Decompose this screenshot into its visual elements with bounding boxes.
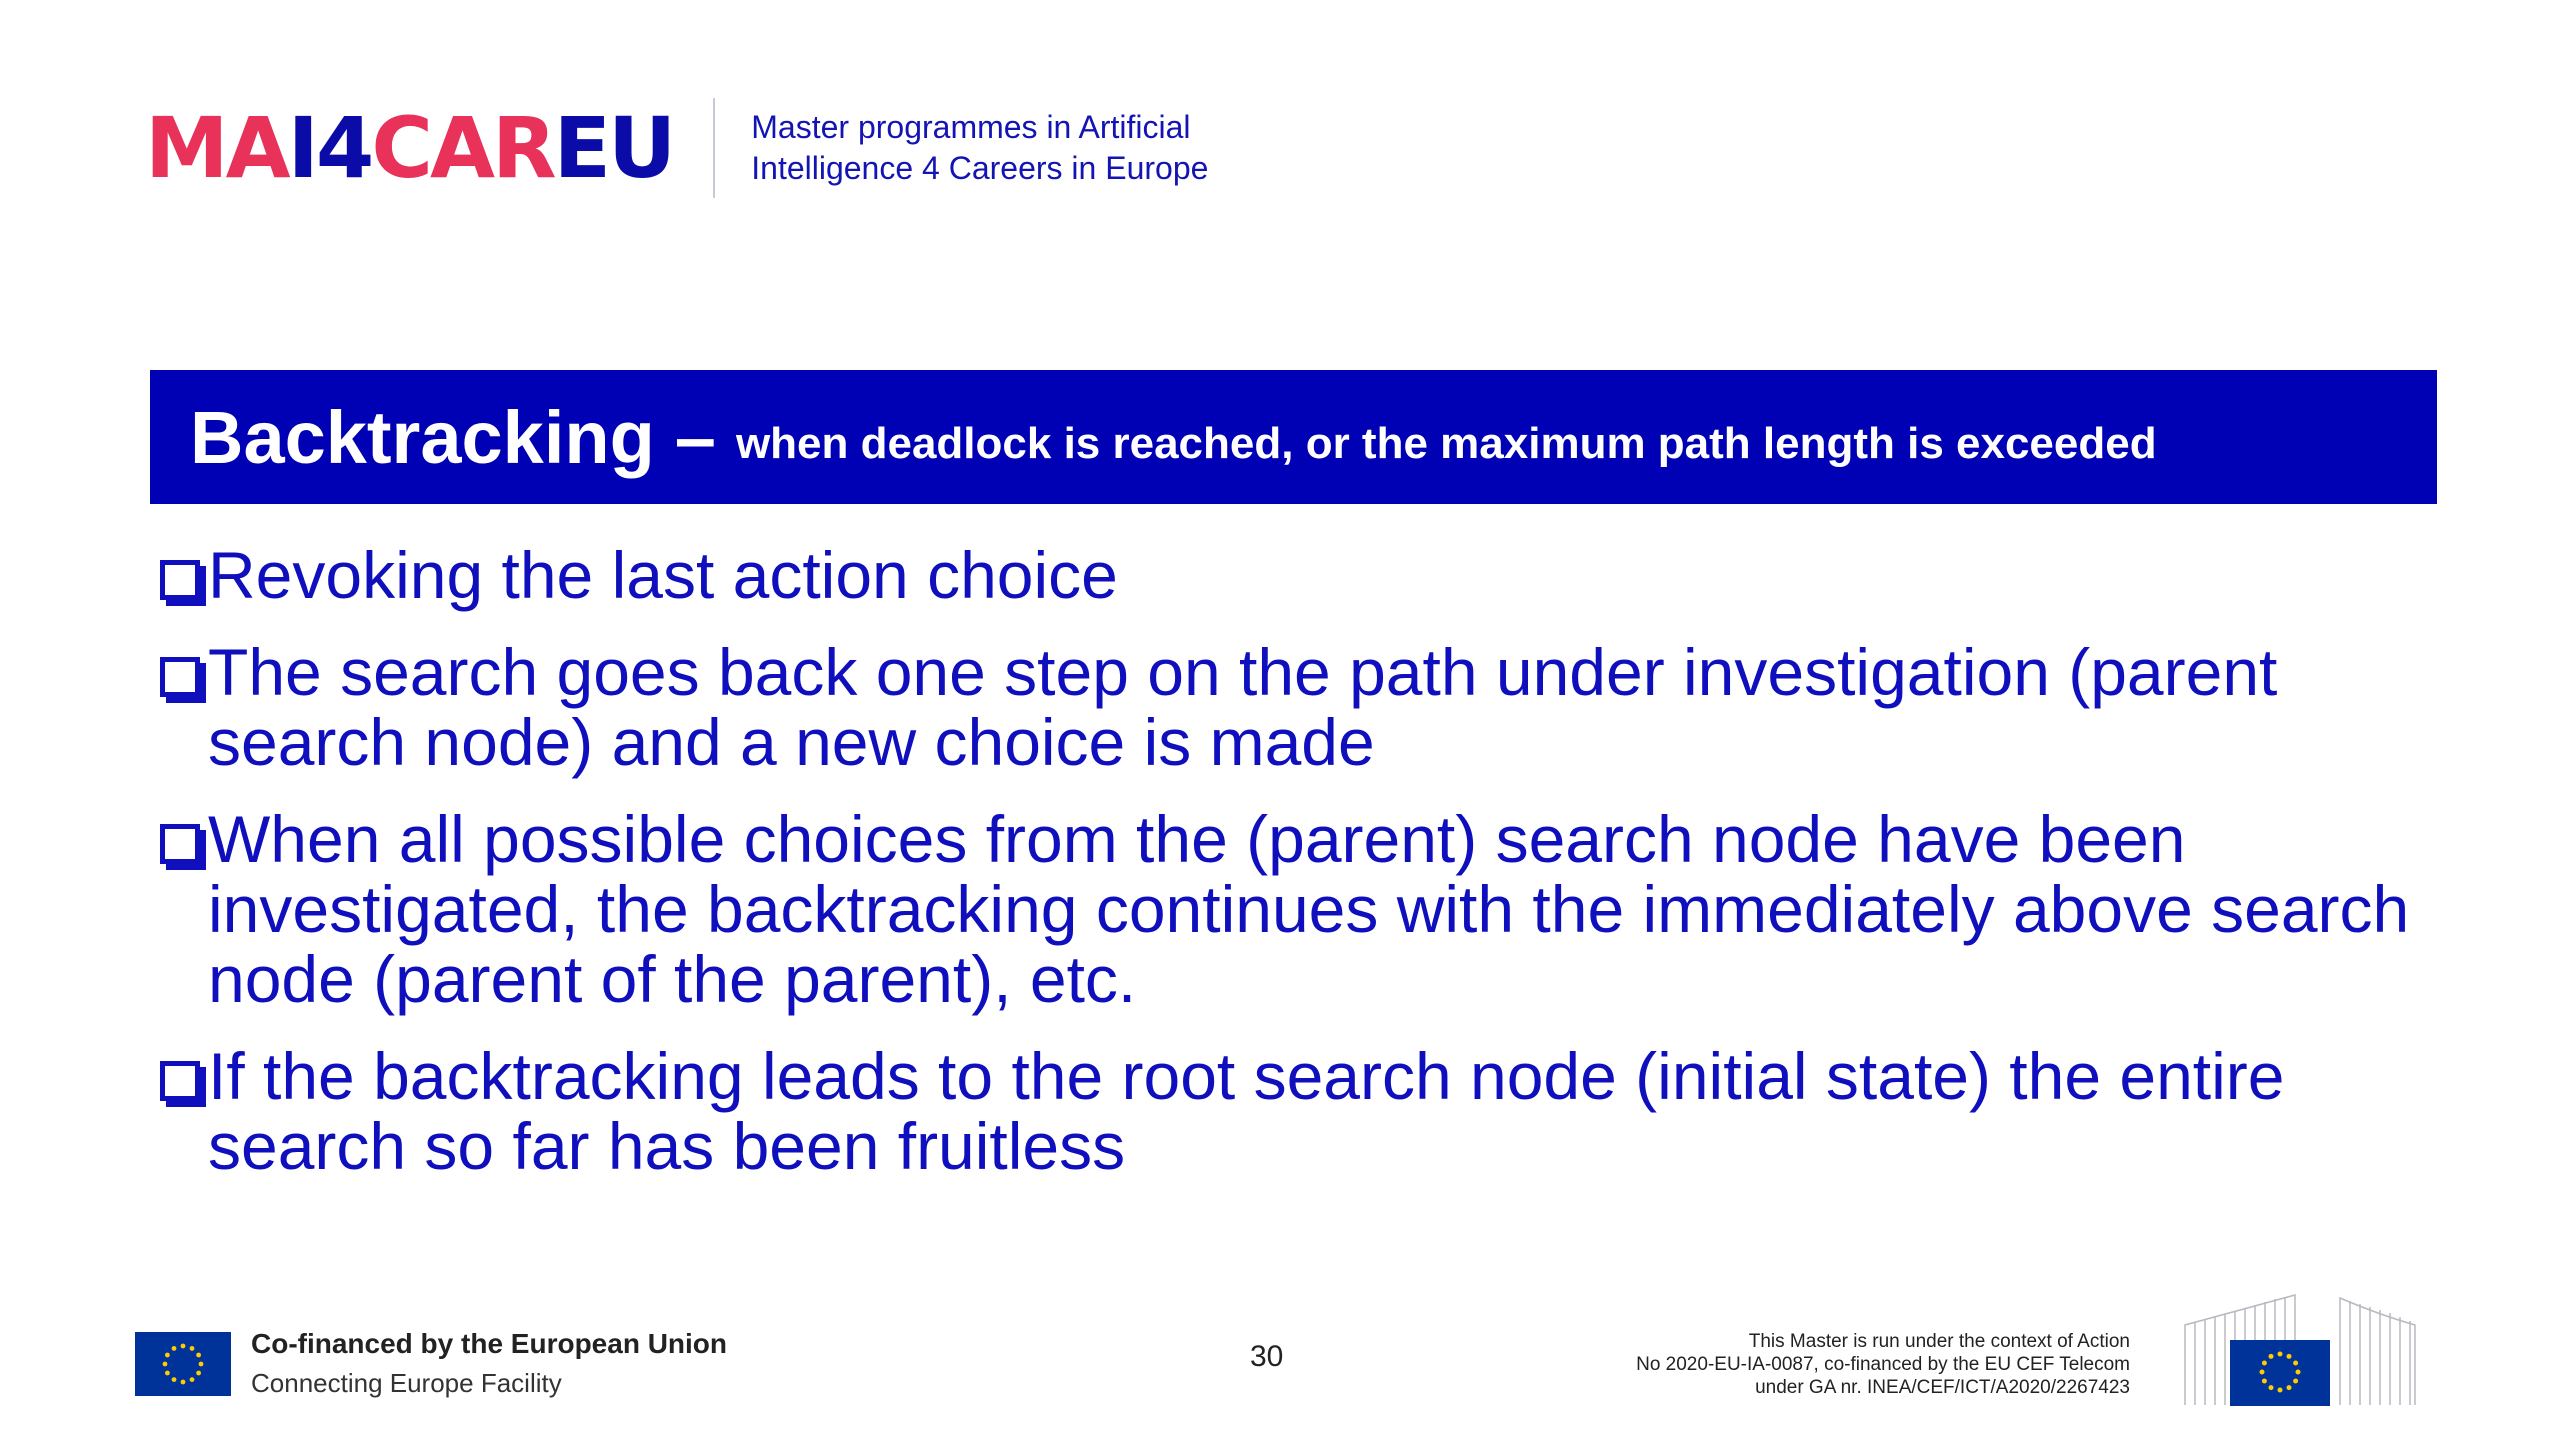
header-divider (713, 98, 715, 198)
bullet-item (160, 804, 2430, 1014)
eu-line1: Co-financed by the European Union (251, 1328, 728, 1359)
checkbox-bullet-icon (160, 1061, 200, 1101)
header (145, 95, 1208, 200)
eu-flag-icon (135, 1332, 231, 1396)
checkbox-bullet-icon (160, 657, 200, 697)
bullet-text: If the backtracking leads to the root search node (initial state) the entire search so far has been fruitless (208, 1039, 2285, 1183)
ec-building-icon (2180, 1290, 2420, 1410)
tagline-line2: Intelligence 4 Careers in Europe (751, 149, 1209, 186)
bullet-text: Revoking the last action choice (208, 538, 1118, 612)
note-line2: No 2020-EU-IA-0087, co-financed by the EU CEF Telecom (1636, 1354, 2130, 1375)
checkbox-bullet-icon (160, 824, 200, 864)
bullet-item (160, 1041, 2430, 1181)
tagline (751, 107, 1208, 189)
eu-cofinance-block (135, 1328, 727, 1399)
bullet-text: When all possible choices from the (parent) search node have been investigated, the backtracking continues with the immediately above search node (parent of the parent), etc. (208, 802, 2410, 1016)
page-number: 30 (1250, 1340, 1284, 1373)
note-line3: under GA nr. INEA/CEF/ICT/A2020/2267423 (1755, 1377, 2130, 1398)
european-commission-logo (2180, 1290, 2420, 1410)
slide-title: Backtracking (190, 395, 655, 479)
eu-stars-icon (135, 1332, 231, 1396)
eu-text (251, 1328, 727, 1399)
bullet-item (160, 637, 2430, 777)
title-dash: – (674, 395, 716, 479)
bullet-text: The search goes back one step on the path under investigation (parent search node) and a new choice is made (208, 635, 2278, 779)
note-line1: This Master is run under the context of Action (1748, 1331, 2130, 1352)
checkbox-bullet-icon (160, 560, 200, 600)
slide-subtitle: when deadlock is reached, or the maximum path length is exceeded (735, 419, 2157, 468)
bullet-list (160, 540, 2430, 1208)
tagline-line1: Master programmes in Artificial (751, 108, 1191, 145)
bullet-item (160, 540, 2430, 610)
eu-line2: Connecting Europe Facility (251, 1368, 562, 1398)
mai4careu-logo: MAI4CAREU (145, 98, 674, 197)
slide-title-banner (150, 370, 2437, 504)
funding-note (1430, 1330, 2130, 1399)
